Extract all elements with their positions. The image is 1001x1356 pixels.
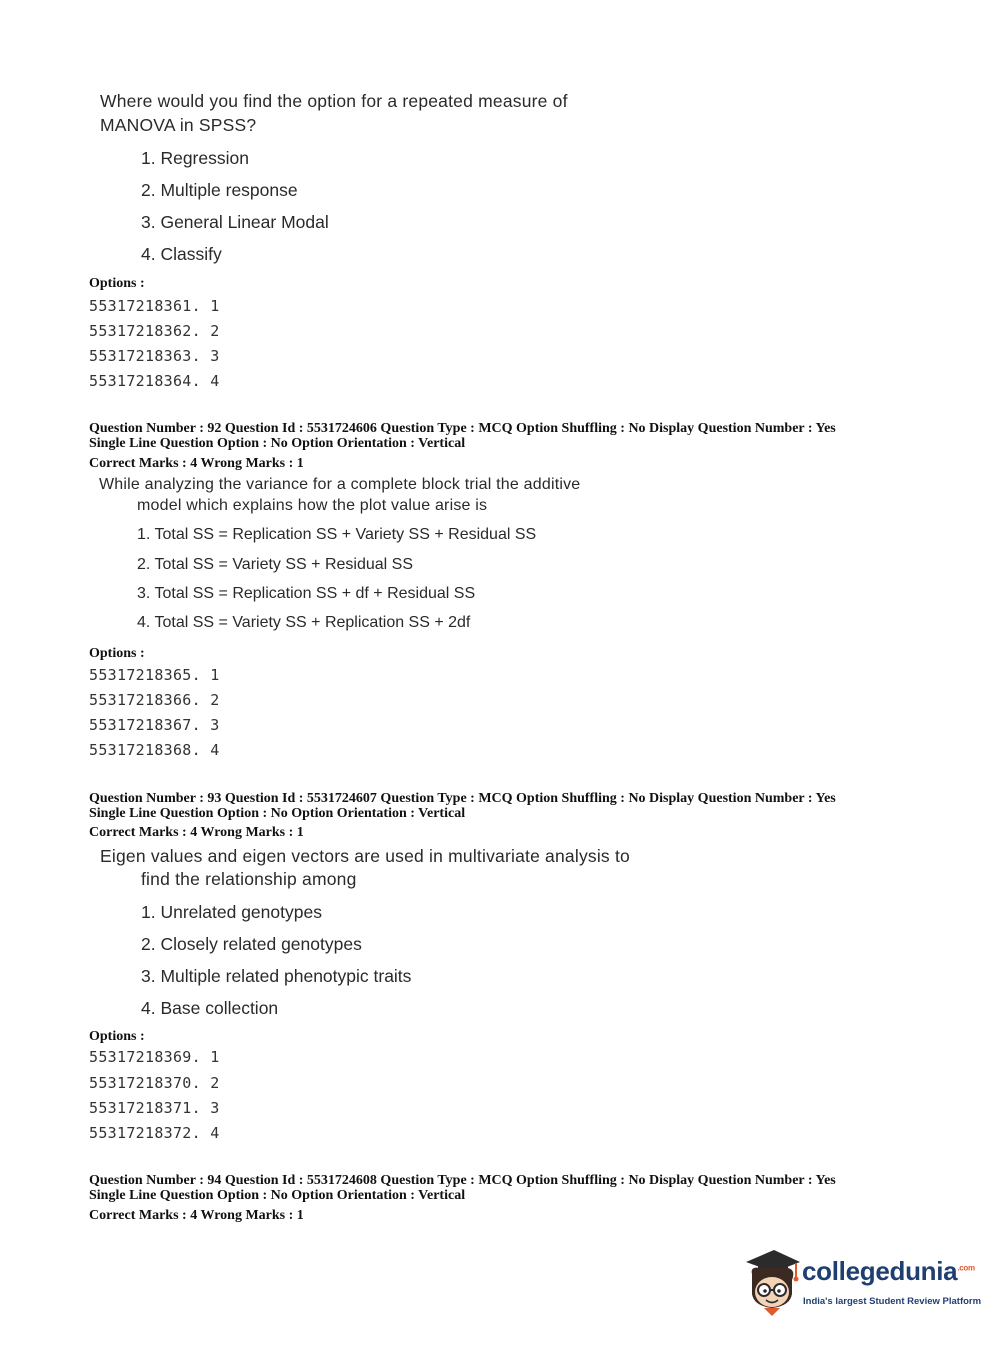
question-marks: Correct Marks : 4 Wrong Marks : 1 xyxy=(89,825,304,840)
brand-tagline: India's largest Student Review Platform xyxy=(803,1296,982,1307)
options-label: Options : xyxy=(89,276,145,291)
option-id: 55317218362. 2 xyxy=(89,322,220,340)
question-meta: Single Line Question Option : No Option Orientation : Vertical xyxy=(89,436,466,451)
answer-choice: 1. Unrelated genotypes xyxy=(141,902,322,922)
collegedunia-logo xyxy=(742,1248,982,1318)
option-id: 55317218371. 3 xyxy=(89,1099,220,1117)
brand-domain: .com xyxy=(957,1263,975,1273)
question-meta: Question Number : 94 Question Id : 5531724608 Question Type : MCQ Option Shuffling : No Display Question Number : Yes xyxy=(89,1173,836,1188)
option-id: 55317218365. 1 xyxy=(89,666,220,684)
question-text: While analyzing the variance for a complete block trial the additive xyxy=(99,476,581,493)
question-text: MANOVA in SPSS? xyxy=(100,115,257,135)
options-label: Options : xyxy=(89,1029,145,1044)
answer-choice: 4. Total SS = Variety SS + Replication SS + 2df xyxy=(137,614,471,631)
option-id: 55317218363. 3 xyxy=(89,347,220,365)
options-label: Options : xyxy=(89,646,145,661)
question-meta: Single Line Question Option : No Option Orientation : Vertical xyxy=(89,806,466,821)
option-id: 55317218364. 4 xyxy=(89,372,220,390)
option-id: 55317218369. 1 xyxy=(89,1048,220,1066)
question-text: Eigen values and eigen vectors are used in multivariate analysis to xyxy=(100,846,630,866)
mascot-icon xyxy=(742,1248,802,1318)
question-text: Where would you find the option for a repeated measure of xyxy=(100,91,568,111)
brand-name: collegedunia$^{.com}$ xyxy=(802,1256,975,1286)
answer-choice: 4. Base collection xyxy=(141,998,279,1018)
option-id: 55317218368. 4 xyxy=(89,741,220,759)
answer-choice: 2. Closely related genotypes xyxy=(141,934,362,954)
answer-choice: 1. Regression xyxy=(141,148,249,168)
answer-choice: 2. Multiple response xyxy=(141,180,298,200)
question-text: find the relationship among xyxy=(141,869,357,889)
answer-choice: 3. General Linear Modal xyxy=(141,212,329,232)
question-marks: Correct Marks : 4 Wrong Marks : 1 xyxy=(89,456,304,471)
question-text: model which explains how the plot value arise is xyxy=(137,497,488,514)
answer-choice: 2. Total SS = Variety SS + Residual SS xyxy=(137,556,413,573)
question-meta: Single Line Question Option : No Option Orientation : Vertical xyxy=(89,1188,466,1203)
answer-choice: 3. Total SS = Replication SS + df + Residual SS xyxy=(137,585,476,602)
option-id: 55317218361. 1 xyxy=(89,297,220,315)
answer-choice: 1. Total SS = Replication SS + Variety SS + Residual SS xyxy=(137,526,537,543)
option-id: 55317218366. 2 xyxy=(89,691,220,709)
option-id: 55317218367. 3 xyxy=(89,716,220,734)
answer-choice: 4. Classify xyxy=(141,244,222,264)
question-meta: Question Number : 93 Question Id : 5531724607 Question Type : MCQ Option Shuffling : No Display Question Number : Yes xyxy=(89,791,836,806)
answer-choice: 3. Multiple related phenotypic traits xyxy=(141,966,412,986)
option-id: 55317218370. 2 xyxy=(89,1074,220,1092)
question-marks: Correct Marks : 4 Wrong Marks : 1 xyxy=(89,1208,304,1223)
question-meta: Question Number : 92 Question Id : 5531724606 Question Type : MCQ Option Shuffling : No Display Question Number : Yes xyxy=(89,421,836,436)
option-id: 55317218372. 4 xyxy=(89,1124,220,1142)
